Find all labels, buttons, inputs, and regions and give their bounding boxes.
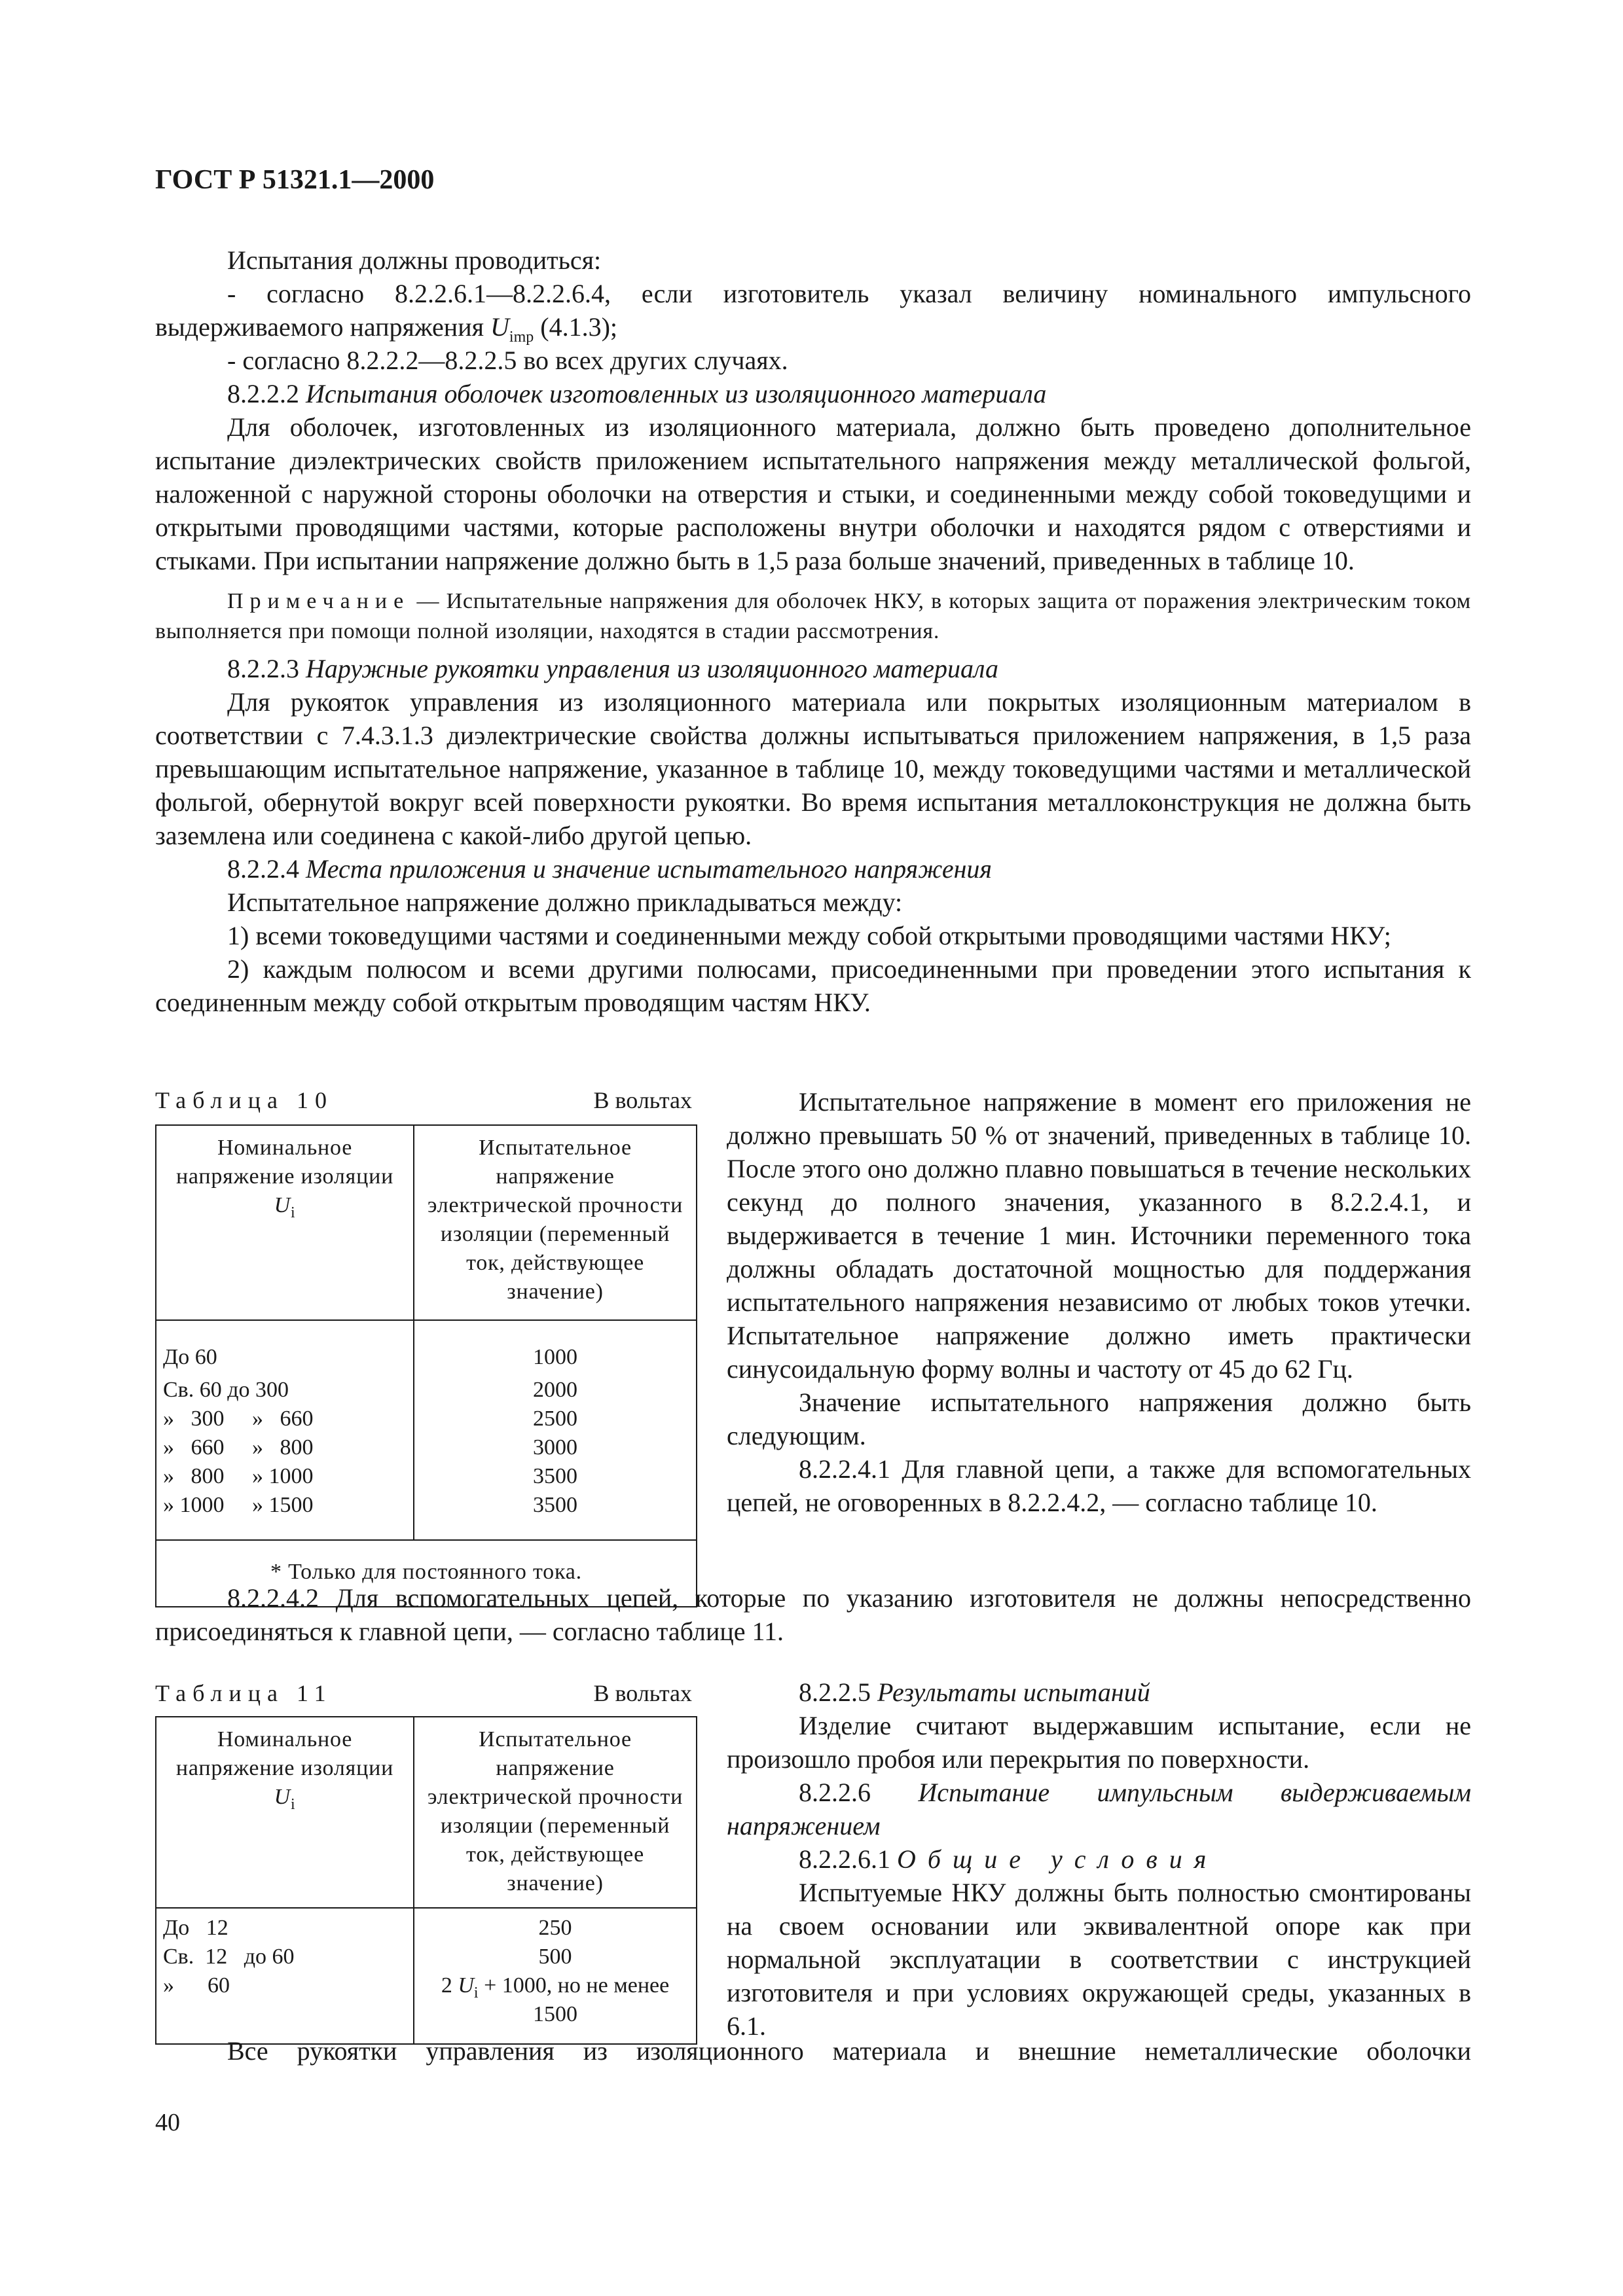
body-text-block: [155, 2034, 1471, 2068]
table-row: Св. 60 до 300 2000: [156, 1376, 697, 1405]
table-row: Св. 12 до 60 500: [156, 1943, 697, 1971]
table-units: В вольтах: [593, 1680, 692, 1706]
body-text-block: [155, 1581, 1471, 1648]
table-row: » 800 » 1000 3500: [156, 1462, 697, 1491]
paragraph: Значение испытательного напряжения должно быть следующим.: [727, 1388, 1471, 1450]
table-row: » 300 » 660 2500: [156, 1405, 697, 1433]
table-header-cell: Испытательное напряжение электрической прочности изоляции (переменный ток, действующее значение): [414, 1125, 697, 1320]
table-caption: Таблица 10: [155, 1087, 333, 1113]
table-header-cell: Номинальное напряжение изоляции $U_i$: [156, 1125, 414, 1320]
section-heading: 8.2.2.5 Результаты испытаний: [799, 1677, 1150, 1707]
table-row: До 60 1000: [156, 1320, 697, 1376]
note: Примечание — Испытательные напряжения для оболочек НКУ, в которых защита от поражения электрическим током выполняется при помощи полной изоляции, находятся в стадии рассмотрения.: [155, 589, 1471, 643]
paragraph: - согласно 8.2.2.2—8.2.2.5 во всех других случаях.: [227, 346, 788, 375]
section-heading: 8.2.2.6.1 Общие условия: [799, 1844, 1218, 1874]
table-row: До 12 250: [156, 1908, 697, 1943]
table-header-cell: Номинальное напряжение изоляции $U_i$: [156, 1717, 414, 1908]
paragraph: Испытательное напряжение в момент его приложения не должно превышать 50 % от значений, приведенных в таблице 10. После этого оно должно плавно повышаться в течение нескольких секунд до полного значения, указанного в 8.2.2.4.1, и выдерживается в течение 1 мин. Источники переменного тока должны обладать достаточной мощностью для поддержания испытательного напряжения независимо от любых токов утечки. Испытательное напряжение должно иметь практически синусоидальную форму волны и частоту от 45 до 62 Гц.: [727, 1087, 1471, 1384]
table-10: [155, 1124, 697, 1607]
document-code: ГОСТ Р 51321.1—2000: [155, 165, 435, 195]
table-units: В вольтах: [593, 1087, 692, 1113]
section-heading: 8.2.2.4 Места приложения и значение испытательного напряжения: [227, 854, 993, 884]
paragraph: Испытания должны проводиться:: [227, 245, 602, 275]
table-row: » 660 » 800 3000: [156, 1433, 697, 1462]
table-row: » 60 2 $U_i + 1000$, но не менее 1500: [156, 1971, 697, 2044]
body-text-block: [155, 243, 1471, 1019]
right-column-text: [727, 1085, 1471, 1519]
paragraph: - согласно 8.2.2.6.1—8.2.2.6.4, если изготовитель указал величину номинального импульсного выдерживаемого напряжения $U_{imp}$ (4.1.3);: [155, 279, 1471, 346]
table-caption: Таблица 11: [155, 1680, 333, 1706]
paragraph: Для оболочек, изготовленных из изоляционного материала, должно быть проведено дополнительное испытание диэлектрических свойств приложением испытательного напряжения между металлической фольгой, наложенной с наружной стороны оболочки на отверстия и стыки, и соединенными между собой токоведущими и открытыми проводящими частями, которые расположены внутри оболочки и находятся рядом с отверстиями и стыками. При испытании напряжение должно быть в 1,5 раза больше значений, приведенных в таблице 10.: [155, 412, 1471, 575]
paragraph: 1) всеми токоведущими частями и соединенными между собой открытыми проводящими частями НКУ;: [227, 921, 1391, 950]
paragraph: 8.2.2.4.2 Для вспомогательных цепей, которые по указанию изготовителя не должны непосредственно присоединяться к главной цепи, — согласно таблице 11.: [155, 1583, 1471, 1646]
table-row: » 1000 » 1500 3500: [156, 1491, 697, 1540]
paragraph: Для рукояток управления из изоляционного материала или покрытых изоляционным материалом в соответствии с 7.4.3.1.3 диэлектрические свойства должны испытываться приложением напряжения, в 1,5 раза превышающим испытательное напряжение, указанное в таблице 10, между токоведущими частями и металлической фольгой, обернутой вокруг всей поверхности рукоятки. Во время испытания металлоконструкция не должна быть заземлена или соединена с какой-либо другой цепью.: [155, 687, 1471, 850]
paragraph: Все рукоятки управления из изоляционного материала и внешние неметаллические оболочки: [227, 2036, 1471, 2066]
table-11: [155, 1716, 697, 2045]
paragraph: 2) каждым полюсом и всеми другими полюсами, присоединенными при проведении этого испытания к соединенным между собой открытым проводящим частям НКУ.: [155, 954, 1471, 1017]
table-header-cell: Испытательное напряжение электрической прочности изоляции (переменный ток, действующее значение): [414, 1717, 697, 1908]
right-column-text: [727, 1676, 1471, 2043]
paragraph: Испытуемые НКУ должны быть полностью смонтированы на своем основании или эквивалентной опоре как при нормальной эксплуатации в соответствии с инструкцией изготовителя и при условиях окружающей среды, указанных в 6.1.: [727, 1878, 1471, 2041]
section-heading: 8.2.2.3 Наружные рукоятки управления из изоляционного материала: [227, 654, 998, 683]
section-heading: 8.2.2.6 Испытание импульсным выдерживаемым напряжением: [727, 1778, 1472, 1840]
table-11-caption-row: [155, 1678, 692, 1708]
paragraph: Испытательное напряжение должно прикладываться между:: [227, 888, 903, 917]
page-number: 40: [155, 2109, 180, 2136]
section-heading: 8.2.2.2 Испытания оболочек изготовленных из изоляционного материала: [227, 379, 1047, 408]
table-10-caption-row: [155, 1085, 692, 1115]
table-footnote: * Только для постоянного тока.: [156, 1540, 697, 1607]
paragraph: Изделие считают выдержавшим испытание, если не произошло пробоя или перекрытия по поверхности.: [727, 1711, 1471, 1774]
paragraph: 8.2.2.4.1 Для главной цепи, а также для вспомогательных цепей, не оговоренных в 8.2.2.4.2, — согласно таблице 10.: [727, 1454, 1471, 1517]
